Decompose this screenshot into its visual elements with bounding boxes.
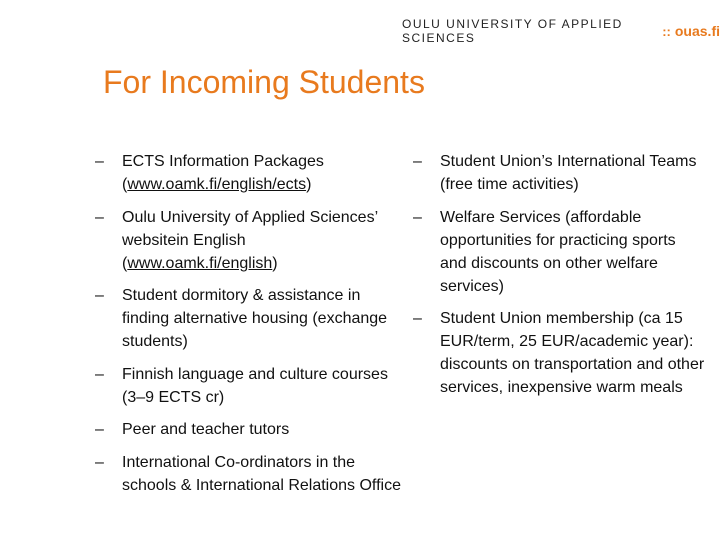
- list-item-text: Student Union’s International Teams (free time activities): [440, 153, 697, 193]
- list-item-credits: (3–9 ECTS cr): [122, 388, 225, 406]
- english-site-link[interactable]: www.oamk.fi/english: [127, 254, 273, 272]
- list-item-suffix: ): [306, 176, 312, 193]
- list-item-coordinators: [95, 451, 405, 497]
- list-item-student-union-teams: [413, 150, 705, 196]
- list-item-text: ECTS Information Packages (: [122, 153, 324, 193]
- list-item-website: [95, 206, 405, 275]
- list-item-text: Student dormitory & assistance in finding alternative housing (exchange students): [122, 287, 388, 350]
- brand-domain: ouas.fi: [674, 23, 720, 39]
- brand-text: OULU UNIVERSITY OF APPLIED SCIENCES: [402, 17, 623, 45]
- brand-separator: ::: [662, 23, 671, 39]
- list-item-union-membership: [413, 307, 705, 399]
- page-title: For Incoming Students: [103, 64, 425, 100]
- ects-link[interactable]: www.oamk.fi/english/ects: [127, 176, 307, 193]
- list-item-finnish-courses: [95, 363, 405, 409]
- list-item-tutors: [95, 418, 405, 441]
- list-item-dormitory: [95, 284, 405, 353]
- list-item-ects: [95, 150, 405, 196]
- left-column: [95, 150, 405, 506]
- list-item-text: Oulu University of Applied Sciences’ websitein English (: [122, 208, 378, 272]
- right-column: [413, 150, 705, 409]
- list-item-welfare-services: [413, 206, 705, 298]
- list-item-text: Student Union membership (ca 15 EUR/term, 25 EUR/academic year): discounts on transportation and other services, inexpensive warm meals: [440, 310, 705, 396]
- list-item-text: Finnish language and culture courses: [122, 365, 388, 383]
- header-brand: [402, 17, 720, 45]
- list-item-text: International Co-ordinators in the schools & International Relations Office: [122, 453, 401, 494]
- list-item-suffix: ): [272, 254, 278, 272]
- list-item-text: Peer and teacher tutors: [122, 421, 290, 438]
- list-item-text: Welfare Services (affordable opportunities for practicing sports and discounts on other welfare services): [440, 208, 676, 295]
- right-list: [413, 150, 705, 399]
- left-list: [95, 150, 405, 497]
